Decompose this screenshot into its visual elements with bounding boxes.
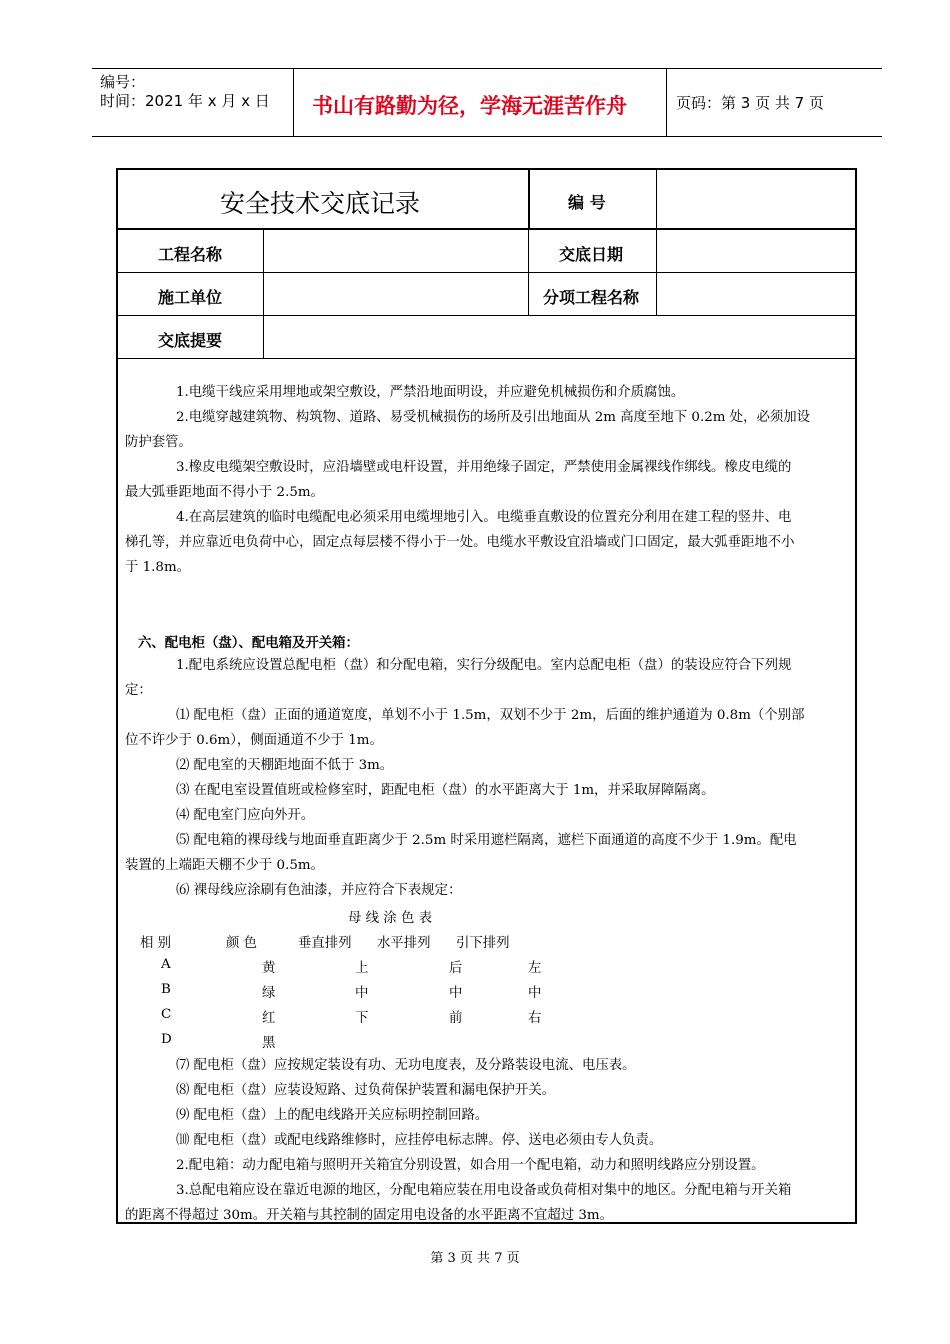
sub-project-label: 分项工程名称 <box>543 288 640 307</box>
section-line: ⑷ 配电室门应向外开。 <box>176 808 315 823</box>
color-table-cell: 前 <box>449 1011 463 1026</box>
after-line: 的距离不得超过 30m。开关箱与其控制的固定用电设备的水平距离不宜超过 3m。 <box>125 1208 613 1223</box>
color-table-header: 水平排列 <box>377 936 431 951</box>
color-table-cell: 红 <box>262 1011 276 1026</box>
table-rule <box>263 228 264 358</box>
body-line: 1.电缆干线应采用埋地或架空敷设，严禁沿地面明设，并应避免机械损伤和介质腐蚀。 <box>176 385 685 400</box>
time-label: 时间：2021 年 x 月 x 日 <box>100 92 270 110</box>
color-table-cell: B <box>161 982 171 997</box>
color-table-header: 垂直排列 <box>298 936 352 951</box>
section-line: 位不许少于 0.6m），侧面通道不少于 1m。 <box>125 733 383 748</box>
color-table-title: 母 线 涂 色 表 <box>348 911 432 926</box>
body-line: 4.在高层建筑的临时电缆配电必须采用电缆埋地引入。电缆垂直敷设的位置充分利用在建工程的竖井、电 <box>176 510 792 525</box>
body-line: 防护套管。 <box>125 435 192 450</box>
section-title: 六、配电柜（盘）、配电箱及开关箱： <box>138 636 359 651</box>
color-table-cell: 左 <box>528 961 542 976</box>
section-line: ⑶ 在配电室设置值班或检修室时，距配电柜（盘）的水平距离大于 1m，并采取屏障隔离。 <box>176 783 715 798</box>
body-line: 梯孔等，并应靠近电负荷中心，固定点每层楼不得小于一处。电缆水平敷设宜沿墙或门口固定，最大弧垂距地不小 <box>125 535 795 550</box>
serial-label: 编号： <box>100 73 146 91</box>
color-table-cell: 下 <box>355 1011 369 1026</box>
section-line: ⑵ 配电室的天棚距地面不低于 3m。 <box>176 758 394 773</box>
color-table-cell: 右 <box>528 1011 542 1026</box>
section-line: ⑴ 配电柜（盘）正面的通道宽度，单划不小于 1.5m，双划不少于 2m，后面的维护通道为 0.8m（个别部 <box>176 708 805 723</box>
color-table-cell: D <box>161 1032 172 1047</box>
table-rule <box>118 272 855 273</box>
motto: 书山有路勤为径，学海无涯苦作舟 <box>312 94 627 118</box>
color-table-cell: 中 <box>355 986 369 1001</box>
header-top-rule <box>92 68 882 69</box>
section-line: 定： <box>125 683 152 698</box>
record-title: 安全技术交底记录 <box>220 189 421 218</box>
section-line: ⑸ 配电箱的裸母线与地面垂直距离少于 2.5m 时采用遮栏隔离，遮栏下面通道的高度不少于 1.9m。配电 <box>176 833 797 848</box>
date-label: 交底日期 <box>559 245 624 264</box>
page-footer: 第 3 页 共 7 页 <box>430 1251 520 1266</box>
color-table-cell: 绿 <box>262 986 276 1001</box>
header-bottom-rule <box>92 136 882 137</box>
body-line: 于 1.8m。 <box>125 560 191 575</box>
contractor-label: 施工单位 <box>158 288 223 307</box>
color-table-header: 引下排列 <box>456 936 510 951</box>
table-rule <box>118 358 855 359</box>
table-rule <box>656 170 657 315</box>
project-name-label: 工程名称 <box>158 245 223 264</box>
color-table-cell: C <box>161 1007 172 1022</box>
after-line: ⑻ 配电柜（盘）应装设短路、过负荷保护装置和漏电保护开关。 <box>176 1083 556 1098</box>
table-rule <box>528 228 529 315</box>
header-divider <box>666 68 667 136</box>
after-line: 3.总配电箱应设在靠近电源的地区，分配电箱应装在用电设备或负荷相对集中的地区。分配电箱与开关箱 <box>176 1183 792 1198</box>
table-rule <box>528 170 530 228</box>
color-table-cell: 黑 <box>262 1036 276 1051</box>
color-table-cell: A <box>161 957 171 972</box>
number-label: 编 号 <box>568 193 606 212</box>
after-line: ⑼ 配电柜（盘）上的配电线路开关应标明控制回路。 <box>176 1108 489 1123</box>
body-line: 最大弧垂距地面不得小于 2.5m。 <box>125 485 324 500</box>
table-rule <box>118 315 855 316</box>
section-line: 1.配电系统应设置总配电柜（盘）和分配电箱，实行分级配电。室内总配电柜（盘）的装设应符合下列规 <box>176 658 792 673</box>
color-table-header: 相 别 <box>140 936 172 951</box>
color-table-cell: 上 <box>355 961 369 976</box>
body-line: 2.电缆穿越建筑物、构筑物、道路、易受机械损伤的场所及引出地面从 2m 高度至地下 0.2m 处，必须加设 <box>176 410 811 425</box>
after-line: ⑽ 配电柜（盘）或配电线路维修时，应挂停电标志牌。停、送电必须由专人负责。 <box>176 1133 663 1148</box>
section-line: ⑹ 裸母线应涂刷有色油漆，并应符合下表规定： <box>176 883 462 898</box>
table-rule <box>118 228 855 230</box>
header-divider <box>293 68 294 136</box>
color-table-cell: 中 <box>449 986 463 1001</box>
summary-label: 交底提要 <box>158 331 223 350</box>
page-label: 页码：第 3 页 共 7 页 <box>676 94 824 112</box>
section-line: 装置的上端距天棚不少于 0.5m。 <box>125 858 324 873</box>
color-table-cell: 中 <box>528 986 542 1001</box>
body-line: 3.橡皮电缆架空敷设时，应沿墙壁或电杆设置，并用绝缘子固定，严禁使用金属裸线作绑线。橡皮电缆的 <box>176 460 792 475</box>
color-table-header: 颜 色 <box>226 936 258 951</box>
color-table-cell: 黄 <box>262 961 276 976</box>
after-line: 2.配电箱：动力配电箱与照明开关箱宜分别设置，如合用一个配电箱，动力和照明线路应分别设置。 <box>176 1158 765 1173</box>
after-line: ⑺ 配电柜（盘）应按规定装设有功、无功电度表，及分路装设电流、电压表。 <box>176 1058 636 1073</box>
color-table-cell: 后 <box>449 961 463 976</box>
